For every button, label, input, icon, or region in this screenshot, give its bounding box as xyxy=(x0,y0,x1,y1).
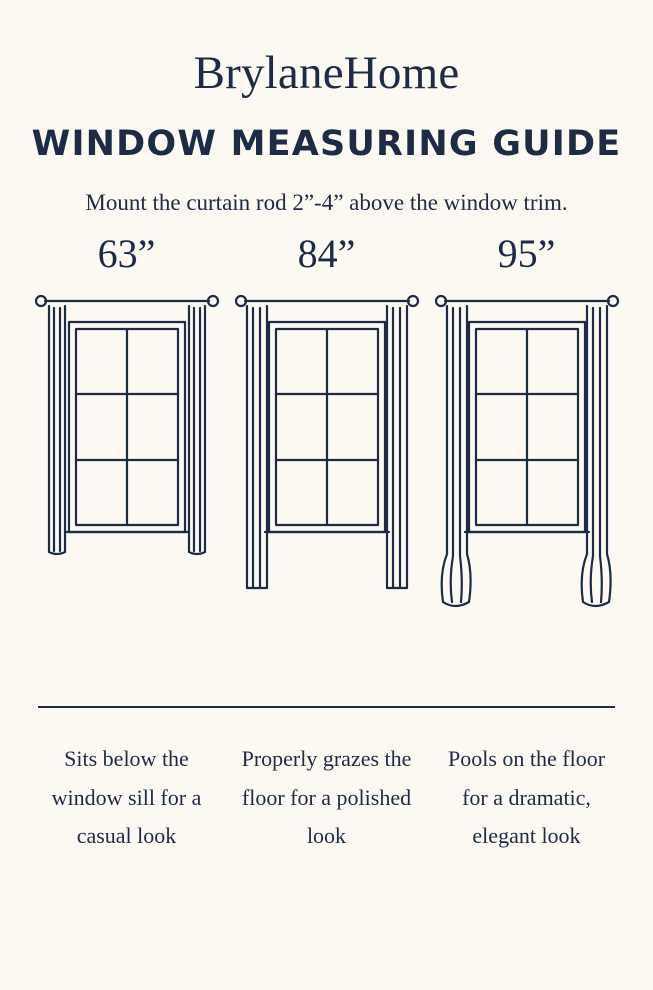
panel-84 xyxy=(227,231,427,614)
window-measuring-guide-page xyxy=(0,47,653,990)
caption-63: Sits below the window sill for a casual look xyxy=(51,746,202,848)
figure-63 xyxy=(27,284,227,614)
mounting-instruction: Mount the curtain rod 2”-4” above the window trim. xyxy=(85,190,568,215)
caption-row xyxy=(0,740,653,856)
panel-95 xyxy=(427,231,627,614)
caption-95: Pools on the floor for a dramatic, elegant look xyxy=(447,746,606,848)
size-label-95: 95” xyxy=(497,231,556,276)
window-with-floor-length-curtains-icon xyxy=(227,284,427,614)
window-with-pooling-curtains-icon xyxy=(427,284,627,614)
figure-95 xyxy=(427,284,627,614)
figure-84 xyxy=(227,284,427,614)
page-title: WINDOW MEASURING GUIDE xyxy=(31,124,622,164)
floor-line xyxy=(38,706,615,708)
panel-63 xyxy=(27,231,227,614)
panel-row xyxy=(0,231,653,614)
size-label-63: 63” xyxy=(97,231,156,276)
brand-logo: BrylaneHome xyxy=(193,47,460,99)
window-with-short-curtains-icon xyxy=(27,284,227,614)
size-label-84: 84” xyxy=(297,231,356,276)
caption-84: Properly grazes the floor for a polished look xyxy=(241,746,412,848)
